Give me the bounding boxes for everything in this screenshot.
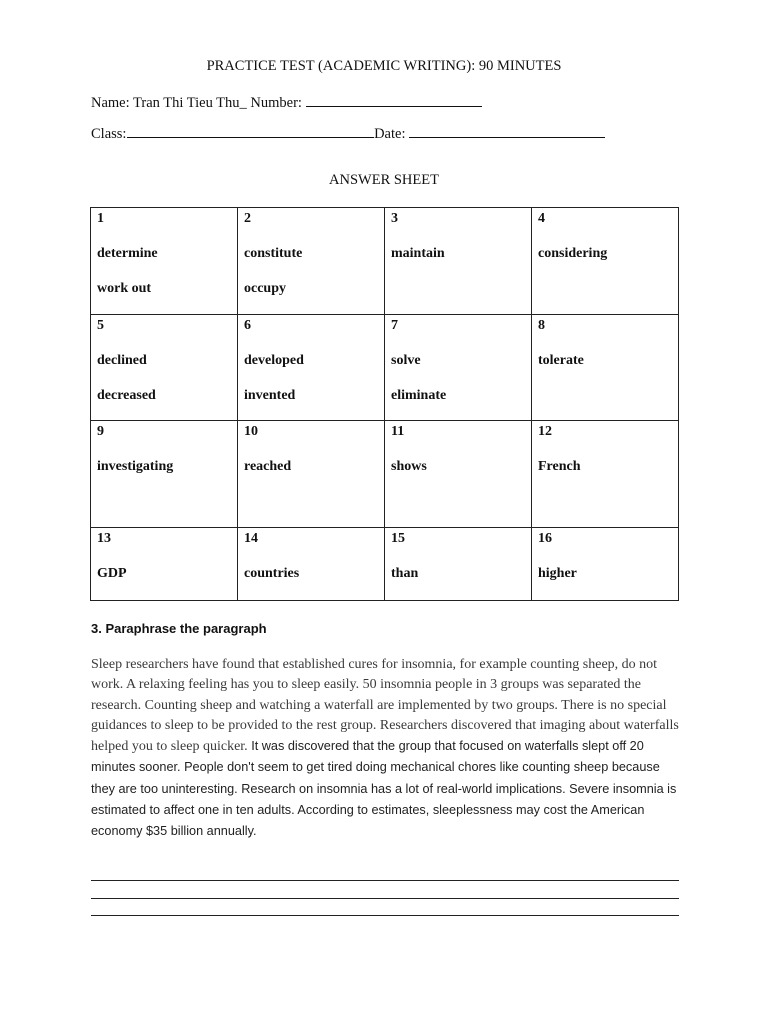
answer-cell (385, 208, 532, 315)
name-value: Tran Thi Tieu Thu_ (133, 95, 247, 111)
answer-cell (91, 528, 238, 601)
name-label: Name: (91, 95, 130, 111)
answer-word: investigating (97, 459, 174, 474)
answer-word: than (391, 566, 419, 581)
question-number: 6 (244, 318, 251, 333)
class-date-line (91, 125, 605, 143)
answer-cell (238, 208, 385, 315)
answer-cell (532, 208, 679, 315)
question-number: 14 (244, 531, 258, 546)
answer-cell (238, 421, 385, 528)
answer-word: higher (538, 566, 577, 581)
question-number: 2 (244, 211, 251, 226)
answer-sheet-heading: ANSWER SHEET (329, 172, 439, 188)
question-number: 5 (97, 318, 104, 333)
paragraph-text-sans: It was discovered that the group that focused on waterfalls slept off 20 minutes sooner. People don't seem to get tired doing mechanical chores like counting sheep because they are too uninteresting. Research on insomnia has a lot of real-world implications. Severe insomnia is estimated to affect one in ten adults. According to estimates, sleeplessness may cost the American economy $35 billion annually. (91, 739, 677, 839)
answer-cell (385, 421, 532, 528)
answer-word: considering (538, 246, 608, 261)
answer-row (91, 528, 679, 601)
name-number-line (91, 94, 482, 112)
class-label: Class: (91, 126, 127, 142)
page-title: PRACTICE TEST (ACADEMIC WRITING): 90 MINUTES (206, 58, 562, 74)
paragraph-text-serif: Sleep researchers have found that established cures for insomnia, for example counting sheep, do not work. A relaxing feeling has you to sleep easily. 50 insomnia people in 3 groups was separated the research. Counting sheep and watching a waterfall are implemented by two groups. There is no special guidances to sleep to be provided to the rest group. Researchers discovered that imaging about waterfalls helped you to sleep quicker. (91, 657, 679, 755)
answer-row (91, 421, 679, 528)
question-number: 3 (391, 211, 398, 226)
question-number: 4 (538, 211, 545, 226)
answer-word: solve (391, 353, 421, 368)
answer-word: countries (244, 566, 300, 581)
answer-word: determine (97, 246, 158, 261)
question-number: 9 (97, 424, 104, 439)
answer-cell (238, 315, 385, 421)
answer-cell (532, 421, 679, 528)
answer-cell (532, 528, 679, 601)
answer-row (91, 208, 679, 315)
answer-cell (385, 315, 532, 421)
answer-cell (238, 528, 385, 601)
date-blank (409, 125, 605, 138)
answer-cell (91, 421, 238, 528)
answer-word: decreased (97, 388, 156, 403)
answer-word: invented (244, 388, 296, 403)
answer-word: developed (244, 353, 304, 368)
question-number: 13 (97, 531, 111, 546)
class-blank (127, 125, 374, 138)
answer-word: French (538, 459, 581, 474)
answer-word: work out (97, 281, 152, 296)
answer-word: constitute (244, 246, 303, 261)
date-label: Date: (374, 126, 406, 142)
answer-table (90, 207, 679, 601)
answer-line-2 (91, 898, 679, 899)
answer-cell (91, 208, 238, 315)
question-number: 10 (244, 424, 258, 439)
answer-cell (385, 528, 532, 601)
answer-word: tolerate (538, 353, 584, 368)
paraphrase-paragraph (91, 655, 681, 843)
answer-word: occupy (244, 281, 286, 296)
question-number: 12 (538, 424, 552, 439)
answer-word: GDP (97, 566, 127, 581)
question-number: 11 (391, 424, 405, 439)
answer-word: eliminate (391, 388, 447, 403)
number-label: Number: (250, 95, 302, 111)
answer-word: reached (244, 459, 292, 474)
paraphrase-heading: 3. Paraphrase the paragraph (91, 621, 267, 636)
answer-line-3 (91, 915, 679, 916)
question-number: 8 (538, 318, 545, 333)
number-blank (306, 94, 482, 107)
question-number: 7 (391, 318, 398, 333)
question-number: 16 (538, 531, 552, 546)
question-number: 15 (391, 531, 405, 546)
answer-word: declined (97, 353, 147, 368)
answer-line-1 (91, 880, 679, 881)
answer-row (91, 315, 679, 421)
answer-cell (91, 315, 238, 421)
answer-cell (532, 315, 679, 421)
question-number: 1 (97, 211, 104, 226)
answer-word: shows (391, 459, 427, 474)
answer-word: maintain (391, 246, 445, 261)
